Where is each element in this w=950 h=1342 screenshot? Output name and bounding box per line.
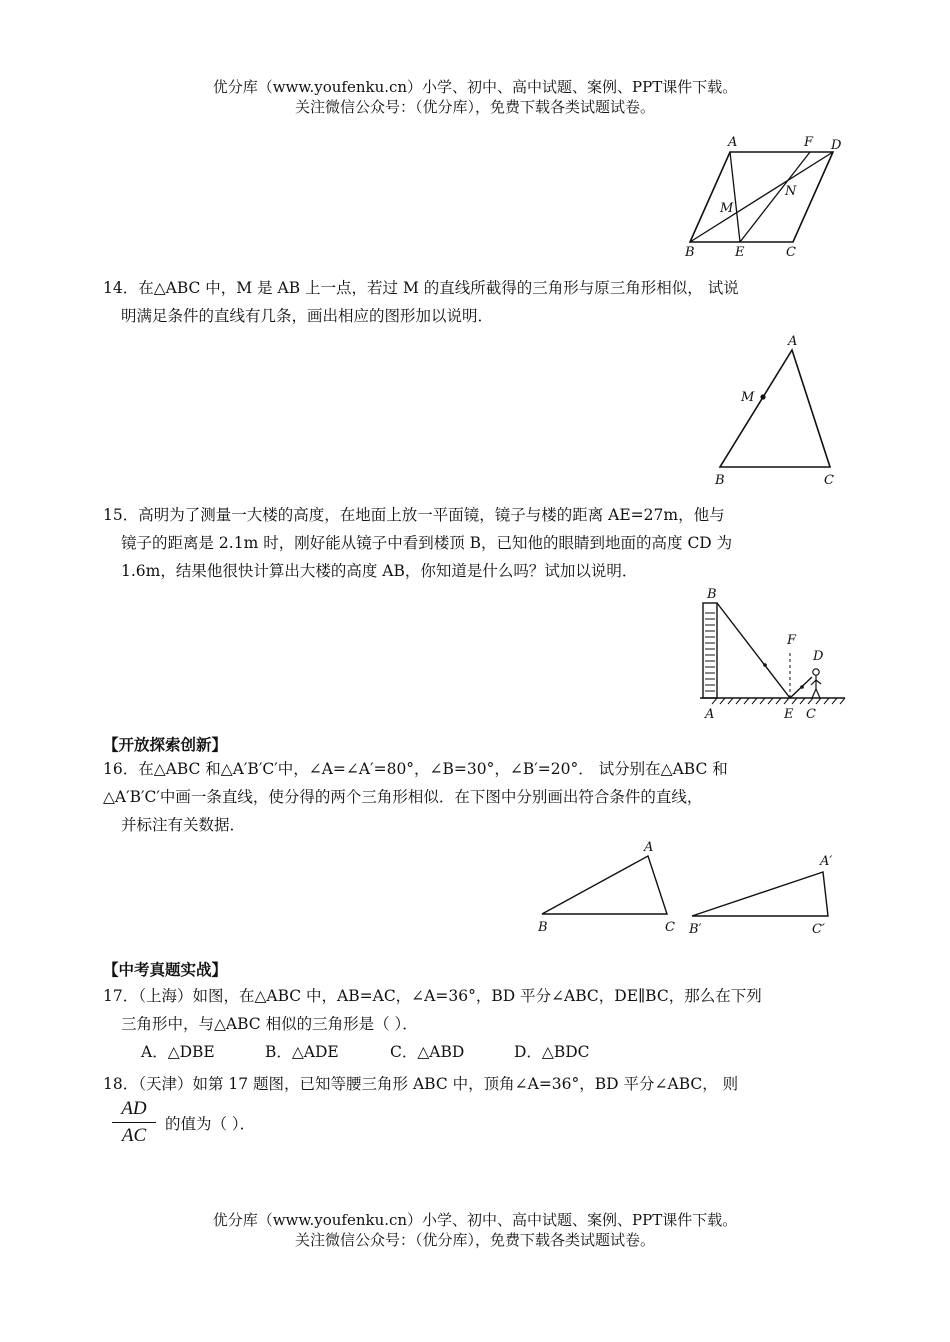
footer-line-2: 关注微信公众号：（优分库），免费下载各类试题试卷。 [294,1231,655,1249]
fraction-numerator: AD [121,1098,147,1119]
fraction-ad-over-ac [112,1098,156,1147]
label-A-prime: A′ [820,854,833,869]
label-A: A [705,707,715,722]
q16-line-3: 并标注有关数据． [121,816,246,834]
label-C-prime: C′ [812,922,825,937]
label-C: C [806,707,816,722]
segment-AE [730,152,740,242]
ray-BE [717,603,790,698]
label-A: A [788,334,798,349]
q18-line-1: 18．（天津）如第 17 题图，已知等腰三角形 ABC 中，顶角∠A=36°，BD 平分∠ABC， 则 [103,1075,739,1093]
triangle-ABC [542,856,667,914]
label-B: B [707,587,717,602]
q14-line-2: 明满足条件的直线有几条，画出相应的图形加以说明． [121,307,494,325]
label-M: M [720,201,734,216]
label-F: F [804,135,814,150]
label-F: F [787,633,797,648]
header-line-2: 关注微信公众号：（优分库），免费下载各类试题试卷。 [294,98,655,116]
label-B: B [685,245,695,260]
q17-option-c: C．△ABD [390,1043,465,1061]
label-B: B [715,473,725,488]
q17-option-a: A．△DBE [141,1043,215,1061]
label-N: N [785,184,797,199]
building-mirror-figure [695,585,855,725]
label-D: D [813,649,824,664]
q17-line-2: 三角形中，与△ABC 相似的三角形是（ ）． [121,1015,418,1033]
header-line-1: 优分库（www.youfenku.cn）小学、初中、高中试题、案例、PPT课件下载。 [212,78,738,96]
label-B: B [538,920,548,935]
q17-option-b: B．△ADE [265,1043,339,1061]
triangle-abc-figure [530,838,690,943]
label-E: E [735,245,745,260]
label-E: E [784,707,794,722]
label-M: M [741,390,755,405]
segment-BD [690,152,833,242]
label-A: A [728,135,738,150]
section-exam-practice: 【中考真题实战】 [103,960,228,979]
label-B-prime: B′ [689,922,702,937]
q15-line-3: 1.6m，结果他很快计算出大楼的高度 AB，你知道是什么吗？试加以说明． [121,562,638,580]
building [703,603,717,698]
label-C: C [786,245,796,260]
triangle-A-prime-B-prime-C-prime [692,872,828,916]
q15-line-2: 镜子的距离是 2.1m 时，刚好能从镜子中看到楼顶 B，已知他的眼睛到地面的高度 CD 为 [121,534,733,552]
label-D: D [831,138,842,153]
label-C: C [665,920,675,935]
label-C: C [824,473,834,488]
triangle-ABC [720,350,830,467]
q16-line-2: △A′B′C′中画一条直线，使分得的两个三角形相似．在下图中分别画出符合条件的直线， [103,788,703,806]
q18-line-2: 的值为（ ）． [165,1115,256,1133]
q14-line-1: 14．在△ABC 中，M 是 AB 上一点，若过 M 的直线所截得的三角形与原三角形相似， 试说 [103,279,739,297]
parallelogram-figure [680,132,860,262]
footer-line-1: 优分库（www.youfenku.cn）小学、初中、高中试题、案例、PPT课件下载。 [212,1211,738,1229]
triangle-a-prime-figure [680,845,850,945]
fraction-denominator: AC [121,1125,147,1146]
section-open-exploration: 【开放探索创新】 [103,735,228,754]
person-icon [811,669,821,698]
label-A: A [644,840,654,855]
triangle-m-figure [705,330,855,490]
q17-option-d: D．△BDC [514,1043,590,1061]
q15-line-1: 15．高明为了测量一大楼的高度，在地面上放一平面镜，镜子与楼的距离 AE=27m，他与 [103,506,725,524]
q16-line-1: 16．在△ABC 和△A′B′C′中，∠A=∠A′=80°，∠B=30°，∠B′=20°． 试分别在△ABC 和 [103,760,728,778]
q17-line-1: 17．（上海）如图，在△ABC 中，AB=AC，∠A=36°，BD 平分∠ABC，DE∥BC，那么在下列 [103,987,762,1005]
point-M [760,394,765,399]
